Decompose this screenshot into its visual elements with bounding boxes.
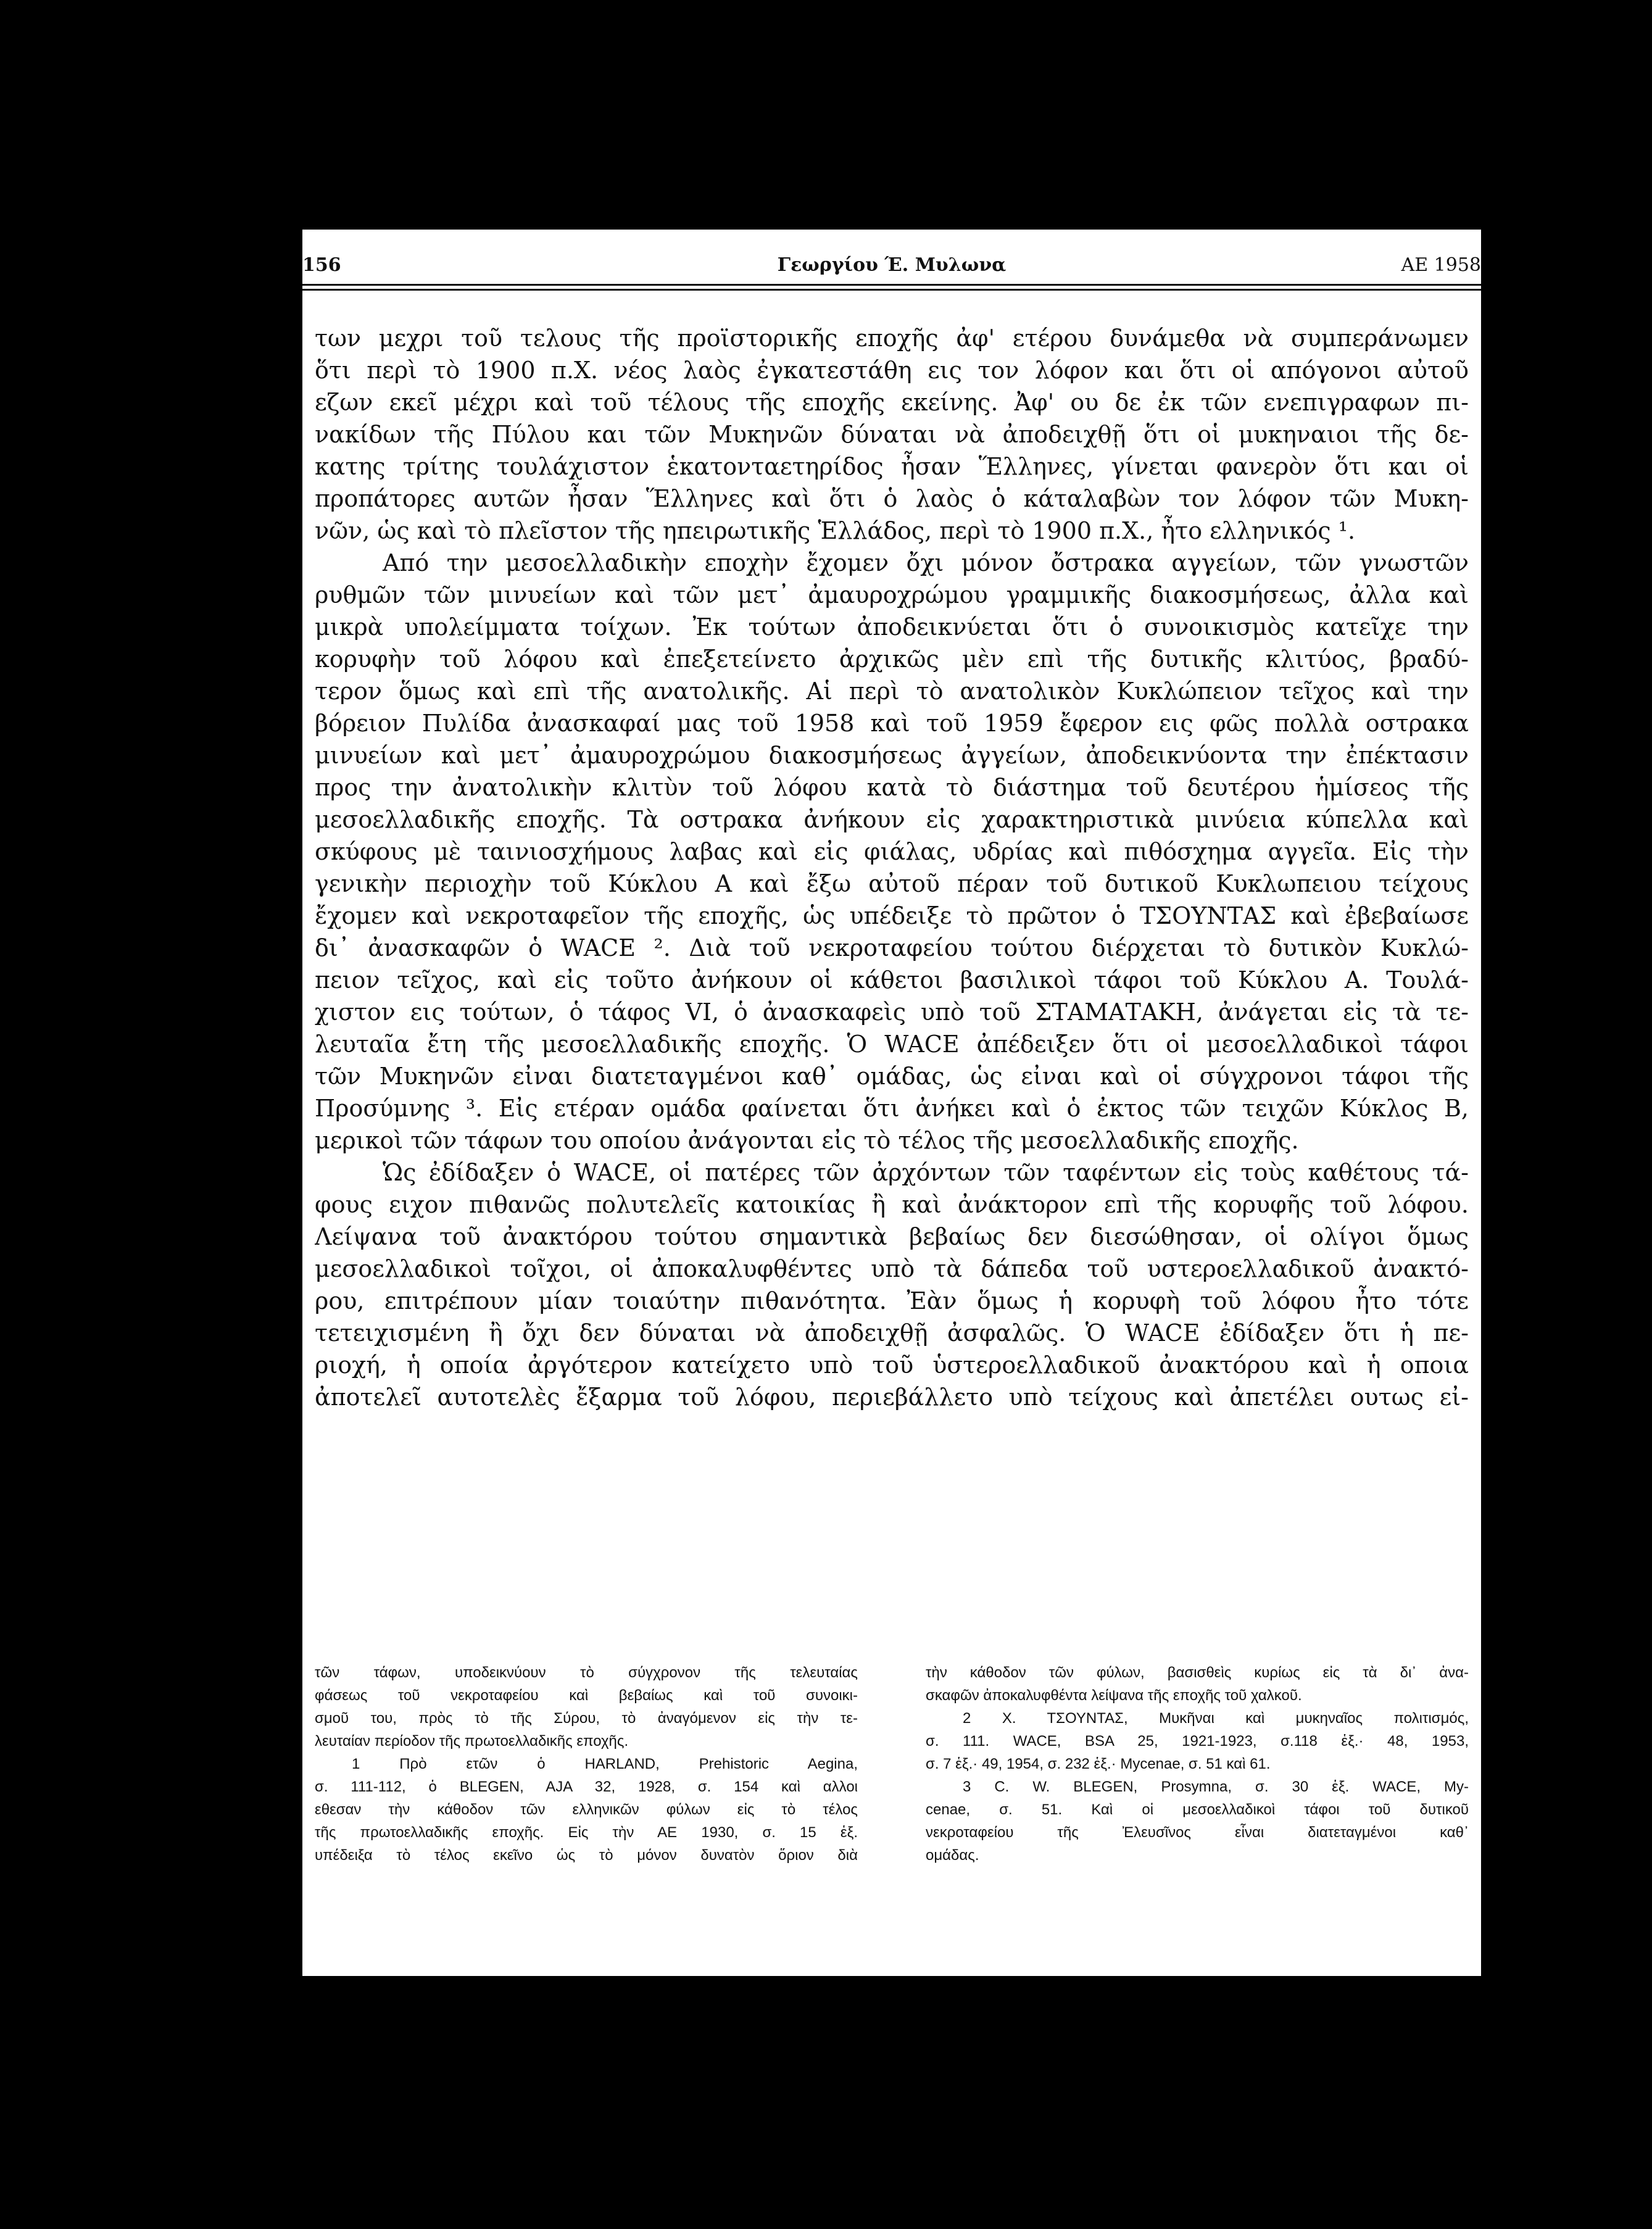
text-line: μινυείων καὶ μετ᾽ ἀμαυροχρώμου διακοσμήσεως ἀγγείων, ἀποδεικνύοντα την ἐπέκτασιν (315, 742, 1469, 769)
running-title: Γεωργίου Έ. Μυλωνα (777, 254, 1007, 276)
text-line: λευταῖα ἔτη τῆς μεσοελλαδικῆς εποχῆς. Ὁ WACE ἀπέδειξεν ὅτι οἱ μεσοελλαδικοὶ τάφοι (315, 1031, 1469, 1058)
footnote-line: τῆς πρωτοελλαδικῆς εποχῆς. Εἰς τὴν ΑΕ 1930, σ. 15 ἑξ. (315, 1824, 858, 1841)
header-rule-top (302, 284, 1481, 286)
main-text (315, 322, 1469, 1413)
footnote-line: υπέδειξα τὸ τέλος εκεῖνο ὡς τὸ μόνον δυνατὸν ὅριον διὰ (315, 1847, 858, 1864)
text-line: Ὡς ἐδίδαξεν ὁ WACE, οἱ πατέρες τῶν ἀρχόντων τῶν ταφέντων εἰς τοὺς καθέτους τά- (383, 1159, 1469, 1186)
footnote-line: 1 Πρὸ ετῶν ὁ HARLAND, Prehistoric Aegina, (352, 1756, 858, 1772)
text-line: φους ειχον πιθανῶς πολυτελεῖς κατοικίας ἢ καὶ ἀνάκτορον επὶ τῆς κορυφῆς τοῦ λόφου. (315, 1191, 1469, 1218)
footnote-line: σ. 111. WACE, BSA 25, 1921-1923, σ.118 ἑξ.· 48, 1953, (926, 1733, 1469, 1750)
text-line: τερον ὅμως καὶ επὶ τῆς ανατολικῆς. Αἱ περὶ τὸ ανατολικὸν Κυκλώπειον τεῖχος καὶ την (315, 678, 1469, 705)
footnote-line: λευταίαν περίοδον τῆς πρωτοελλαδικῆς εποχῆς. (315, 1733, 629, 1750)
footnote-line: σ. 111-112, ὁ BLEGEN, AJA 32, 1928, σ. 154 καὶ αλλοι (315, 1779, 858, 1795)
text-line: προς την ἀνατολικὴν κλιτὺν τοῦ λόφου κατὰ τὸ διάστημα τοῦ δευτέρου ἡμίσεος τῆς (315, 774, 1469, 801)
footnote-line: νεκροταφείου τῆς Ἐλευσῖνος εἶναι διατεταγμένοι καθ᾽ (926, 1824, 1469, 1841)
text-line: ὅτι περὶ τὸ 1900 π.Χ. νέος λαὸς ἐγκατεστάθη εις τον λόφον και ὅτι οἱ απόγονοι αὐτοῦ (315, 357, 1469, 384)
text-line: Λείψανα τοῦ ἀνακτόρου τούτου σημαντικὰ βεβαίως δεν διεσώθησαν, οἱ ολίγοι ὅμως (315, 1223, 1469, 1250)
text-line: μερικοὶ τῶν τάφων του οποίου ἀνάγονται εἰς τὸ τέλος τῆς μεσοελλαδικῆς εποχῆς. (315, 1127, 1299, 1154)
text-line: πειον τεῖχος, καὶ εἰς τοῦτο ἀνήκουν οἱ κάθετοι βασιλικοὶ τάφοι τοῦ Κύκλου Α. Τουλά- (315, 966, 1469, 994)
footnotes-right-column (926, 1661, 1469, 1867)
text-line: βόρειον Πυλίδα ἀνασκαφαί μας τοῦ 1958 καὶ τοῦ 1959 ἔφερον εις φῶς πολλὰ οστρακα (315, 710, 1469, 737)
text-line: των μεχρι τοῦ τελους τῆς προϊστορικῆς εποχῆς ἀφ' ετέρου δυνάμεθα νὰ συμπεράνωμεν (315, 325, 1469, 352)
text-line: ἔχομεν καὶ νεκροταφεῖον τῆς εποχῆς, ὡς υπέδειξε τὸ πρῶτον ὁ ΤΣΟΥΝΤΑΣ καὶ ἐβεβαίωσε (315, 902, 1469, 929)
footnote-line: φάσεως τοῦ νεκροταφείου καὶ βεβαίως καὶ τοῦ συνοικι- (315, 1687, 858, 1704)
journal-reference: ΑΕ 1958 (1401, 254, 1481, 276)
footnote-line: εθεσαν τὴν κάθοδον τῶν ελληνικῶν φύλων εἰς τὸ τέλος (315, 1801, 858, 1818)
page-number: 156 (302, 254, 341, 276)
text-line: δι᾽ ἀνασκαφῶν ὁ WACE ². Διὰ τοῦ νεκροταφείου τούτου διέρχεται τὸ δυτικὸν Κυκλώ- (315, 934, 1469, 961)
text-line: μεσοελλαδικοὶ τοῖχοι, οἱ ἀποκαλυφθέντες υπὸ τὰ δάπεδα τοῦ υστεροελλαδικοῦ ἀνακτό- (315, 1255, 1469, 1282)
text-line: κορυφὴν τοῦ λόφου καὶ ἐπεξετείνετο ἀρχικῶς μὲν επὶ τῆς δυτικῆς κλιτύος, βραδύ- (315, 645, 1469, 673)
text-line: Προσύμνης ³. Εἰς ετέραν ομάδα φαίνεται ὅτι ἀνήκει καὶ ὁ ἐκτος τῶν τειχῶν Κύκλος Β, (315, 1095, 1469, 1122)
footnote-line: ομάδας. (926, 1847, 979, 1864)
header-rule-bottom (302, 289, 1481, 291)
footnote-line: 3 C. W. BLEGEN, Prosymna, σ. 30 ἑξ. WACE, My- (963, 1779, 1469, 1795)
text-line: τῶν Μυκηνῶν εἰναι διατεταγμένοι καθ᾽ ομάδας, ὡς εἰναι καὶ οἱ σύγχρονοι τάφοι τῆς (315, 1063, 1469, 1090)
text-line: τετειχισμένη ἢ ὄχι δεν δύναται νὰ ἀποδειχθῇ ἀσφαλῶς. Ὁ WACE ἐδίδαξεν ὅτι ἡ πε- (315, 1319, 1469, 1347)
text-line: ἀποτελεῖ αυτοτελὲς ἔξαρμα τοῦ λόφου, περιεβάλλετο υπὸ τείχους καὶ ἀπετέλει ουτως εἰ- (315, 1384, 1469, 1411)
text-line: εζων εκεῖ μέχρι καὶ τοῦ τέλους τῆς εποχῆς εκείνης. Ἀφ' ου δε ἐκ τῶν ενεπιγραφων πι- (315, 389, 1469, 416)
running-header (302, 230, 1481, 285)
text-line: χιστον εις τούτων, ὁ τάφος VI, ὁ ἀνασκαφεὶς υπὸ τοῦ ΣΤΑΜΑΤΑΚΗ, ἀνάγεται εἰς τὰ τε- (315, 998, 1469, 1026)
text-line: Από την μεσοελλαδικὴν εποχὴν ἔχομεν ὄχι μόνον ὄστρακα αγγείων, τῶν γνωστῶν (383, 549, 1469, 576)
text-line: γενικὴν περιοχὴν τοῦ Κύκλου Α καὶ ἔξω αὐτοῦ πέραν τοῦ δυτικοῦ Κυκλωπειου τείχους (315, 870, 1469, 897)
footnotes-left-column (315, 1661, 858, 1867)
footnote-line: τῶν τάφων, υποδεικνύουν τὸ σύγχρονον τῆς τελευταίας (315, 1664, 858, 1681)
text-line: μικρὰ υπολείμματα τοίχων. Ἐκ τούτων ἀποδεικνύεται ὅτι ὁ συνοικισμὸς κατεῖχε την (315, 613, 1469, 641)
footnote-line: 2 Χ. ΤΣΟΥΝΤΑΣ, Μυκῆναι καὶ μυκηναῖος πολιτισμός, (963, 1710, 1469, 1727)
footnote-line: cenae, σ. 51. Καὶ οἱ μεσοελλαδικοὶ τάφοι τοῦ δυτικοῦ (926, 1801, 1469, 1818)
text-line: ριοχή, ἡ οποία ἀργότερον κατείχετο υπὸ τοῦ ὑστεροελλαδικοῦ ἀνακτόρου καὶ ἡ οποια (315, 1351, 1469, 1379)
text-line: ρυθμῶν τῶν μινυείων καὶ τῶν μετ᾽ ἀμαυροχρώμου γραμμικῆς διακοσμήσεως, ἀλλα καὶ (315, 581, 1469, 608)
footnote-line: σ. 7 ἑξ.· 49, 1954, σ. 232 ἑξ.· Mycenae, σ. 51 καὶ 61. (926, 1756, 1271, 1772)
footnote-line: σκαφῶν ἀποκαλυφθέντα λείψανα τῆς εποχῆς τοῦ χαλκοῦ. (926, 1687, 1302, 1704)
page (302, 230, 1481, 1976)
text-line: νῶν, ὡς καὶ τὸ πλεῖστον τῆς ηπειρωτικῆς Ἑλλάδος, περὶ τὸ 1900 π.Χ., ἦτο ελληνικός ¹. (315, 517, 1356, 544)
text-line: μεσοελλαδικῆς εποχῆς. Τὰ οστρακα ἀνήκουν εἰς χαρακτηριστικὰ μινύεια κύπελλα καὶ (315, 806, 1469, 833)
footnote-line: τὴν κάθοδον τῶν φύλων, βασισθεὶς κυρίως εἰς τὰ δι᾽ ἀνα- (926, 1664, 1469, 1681)
text-line: ρου, επιτρέπουν μίαν τοιαύτην πιθανότητα. Ἐὰν ὅμως ἡ κορυφὴ τοῦ λόφου ἦτο τότε (315, 1287, 1469, 1314)
text-line: νακίδων τῆς Πύλου και τῶν Μυκηνῶν δύναται νὰ ἀποδειχθῇ ὅτι οἱ μυκηναιοι τῆς δε- (315, 421, 1469, 448)
text-line: προπάτορες αυτῶν ἦσαν Ἕλληνες καὶ ὅτι ὁ λαὸς ὁ κάταλαβὼν τον λόφον τῶν Μυκη- (315, 485, 1469, 512)
text-line: κατης τρίτης τουλάχιστον ἑκατονταετηρίδος ἦσαν Ἕλληνες, γίνεται φανερὸν ὅτι και οἱ (315, 453, 1469, 480)
footnote-line: σμοῦ του, πρὸς τὸ τῆς Σύρου, τὸ ἀναγόμενον εἰς τὴν τε- (315, 1710, 858, 1727)
text-line: σκύφους μὲ ταινιοσχήμους λαβας καὶ εἰς φιάλας, υδρίας καὶ πιθόσχημα αγγεῖα. Εἰς τὴν (315, 838, 1469, 865)
